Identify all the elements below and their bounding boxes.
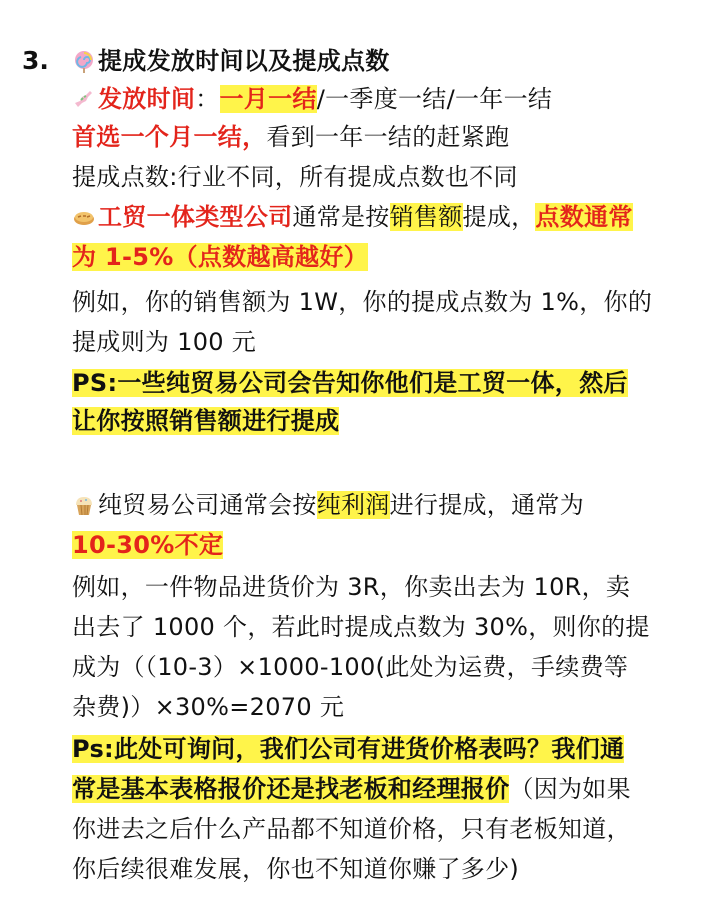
payout-highlight: 一月一结 bbox=[219, 85, 317, 113]
example2-line-3: 成为（（10-3）×1000-100(此处为运费，手续费等 bbox=[72, 653, 629, 681]
pure-trade-rate: 10-30%不定 bbox=[72, 531, 224, 559]
ps1-line-1 bbox=[72, 366, 628, 400]
example2-line-1: 例如，一件物品进货价为 3R，你卖出去为 10R，卖 bbox=[72, 573, 631, 601]
pure-trade-line-2 bbox=[72, 528, 223, 562]
industry-trade-rate-1: 点数通常 bbox=[535, 203, 633, 231]
ps2-text-2-highlight: 常是基本表格报价还是找老板和经理报价 bbox=[72, 775, 510, 803]
industry-trade-mid1: 通常是按 bbox=[292, 203, 390, 231]
sales-highlight: 销售额 bbox=[389, 203, 463, 231]
ps1-text-1: PS:一些纯贸易公司会告知你他们是工贸一体，然后 bbox=[72, 369, 628, 397]
lollipop-icon bbox=[72, 49, 96, 73]
industry-trade-type: 工贸一体类型公司 bbox=[98, 203, 293, 231]
ps1-text-2: 让你按照销售额进行提成 bbox=[72, 407, 340, 435]
section-number: 3. bbox=[22, 46, 49, 75]
pie-icon bbox=[72, 205, 96, 229]
example2-line-2: 出去了 1000 个，若此时提成点数为 30%，则你的提 bbox=[72, 613, 650, 641]
industry-trade-mid2: 提成， bbox=[462, 203, 536, 231]
ps2-line-3: 你进去之后什么产品都不知道价格，只有老板知道， bbox=[72, 815, 631, 843]
pure-trade-pre: 纯贸易公司通常会按 bbox=[98, 491, 317, 519]
pure-trade-post: 进行提成，通常为 bbox=[389, 491, 585, 519]
payout-line bbox=[72, 82, 552, 116]
ps2-text-1: Ps:此处可询问，我们公司有进货价格表吗？我们通 bbox=[72, 735, 625, 763]
points-line: 提成点数:行业不同，所有提成点数也不同 bbox=[72, 163, 518, 191]
net-profit-highlight: 纯利润 bbox=[316, 491, 390, 519]
ps2-text-2-rest: （因为如果 bbox=[509, 775, 631, 803]
ps2-line-1 bbox=[72, 732, 624, 766]
candy-icon bbox=[72, 87, 96, 111]
payout-rest: /一季度一结/一年一结 bbox=[316, 85, 553, 113]
example1-line-1: 例如，你的销售额为 1W，你的提成点数为 1%，你的 bbox=[72, 288, 653, 316]
industry-trade-line-1 bbox=[72, 200, 633, 234]
industry-trade-rate-2: 为 1-5%（点数越高越好） bbox=[72, 243, 368, 271]
cupcake-icon bbox=[72, 493, 96, 517]
ps1-line-2 bbox=[72, 404, 339, 438]
heading-text: 提成发放时间以及提成点数 bbox=[98, 47, 390, 75]
pure-trade-line-1 bbox=[72, 488, 584, 522]
section-heading bbox=[72, 44, 390, 78]
advice-line bbox=[72, 120, 509, 154]
ps2-line-2 bbox=[72, 772, 631, 806]
advice-red: 首选一个月一结， bbox=[72, 123, 267, 151]
example2-line-4: 杂费)）×30%=2070 元 bbox=[72, 693, 345, 721]
payout-colon: ： bbox=[195, 85, 220, 113]
advice-rest: 看到一年一结的赶紧跑 bbox=[266, 123, 510, 151]
payout-label: 发放时间 bbox=[98, 85, 196, 113]
ps2-line-4: 你后续很难发展，你也不知道你赚了多少) bbox=[72, 855, 520, 883]
example1-line-2: 提成则为 100 元 bbox=[72, 328, 257, 356]
industry-trade-line-2 bbox=[72, 240, 368, 274]
